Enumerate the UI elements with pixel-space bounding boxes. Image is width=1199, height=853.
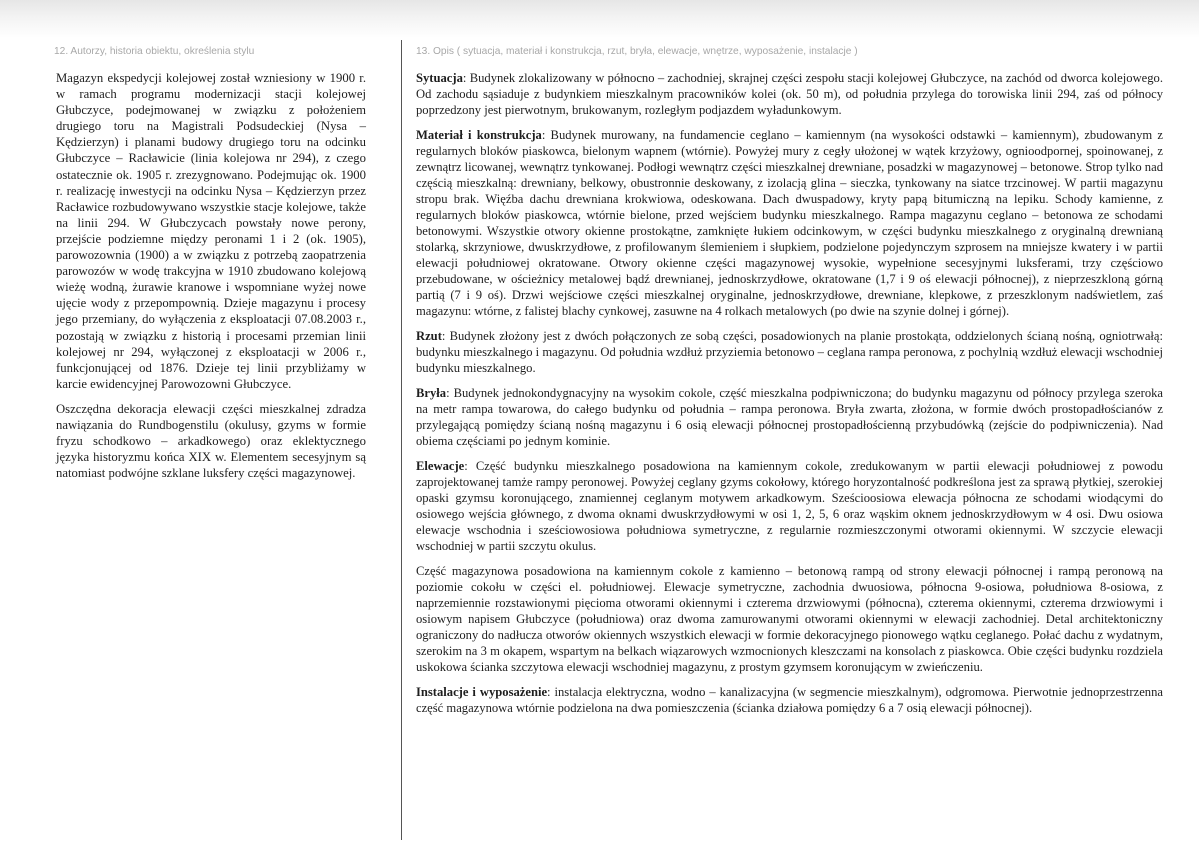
history-paragraph: Magazyn ekspedycji kolejowej został wzniesiony w 1900 r. w ramach programu modernizacji stacji kolejowej Głubczyce, podejmowanej w związku z położeniem drugiego toru na Magistrali Podsudeckiej (Nysa – Kędzierzyn) i planami budowy drugiego toru na odcinku Głubczyce – Racławicie (linia kolejowa nr 294), z czego ostatecznie ok. 1905 r. zrezygnowano. Podejmując ok. 1900 r. realizację inwestycji na odcinku Nysa – Kędzierzyn przez Racławice rozbudowywano wszystkie stacje kolejowe, także na linii 294. W Głubczycach powstały nowe perony, przejście podziemne między peronami 1 i 2 (ok. 1905), parowozownia (1900) a w związku z potrzebą zaopatrzenia parowozów w wodę trakcyjna w 1910 zbudowano kolejową wieżę wodną, żurawie kranowe i wspomniane wyżej nowe ujęcie wody z przepompownią. Dzieje magazynu i procesy jego przemiany, do wyłączenia z eksploatacji 07.08.2003 r., pozostają w związku z historią i procesami przemian linii kolejowej nr 294, wyłączonej z eksploatacji w 2006 r., funkcjonującej od 1876. Dzieje tej linii przybliżamy w karcie ewidencyjnej Parowozowni Głubczyce.: [56, 71, 366, 391]
elevations-paragraph: [416, 458, 1163, 554]
massing-lead: Bryła: [416, 386, 447, 400]
situation-paragraph: [416, 70, 1163, 118]
warehouse-paragraph: [416, 563, 1163, 675]
warehouse-text: Część magazynowa posadowiona na kamiennym cokole z kamienno – betonową rampą od strony elewacji północnej i rampą peronową na poziomie cokołu w części el. południowej. Elewacje symetryczne, zachodnia dwuosiowa, północna 9-osiowa, południowa 8-osiowa, z naprzemiennie rozstawionymi pięcioma otworami okiennymi i czterema drzwiowymi (północna), czterema okiennymi, czterema drzwiowymi i osiowym napisem Głubczyce (południowa) oraz dwoma zamurowanymi otworami okiennymi w elewacji zachodniej. Detal architektoniczny ograniczony do nadłucza otworów okiennych wszystkich elewacji w formie dekoracyjnego pionowego wątku ceglanego. Połać dachu z wydatnym, szerokim na 3 m okapem, wspartym na belkach wiązarowych wzmocnionych kleszczami na konsolach z piaskowca. Obie części budynku rozdziela uskokowa ścianka szczytowa elewacji wschodniej magazynu, z prostym gzymsem koronującym w zwieńczeniu.: [416, 564, 1163, 674]
massing-text: : Budynek jednokondygnacyjny na wysokim cokole, część mieszkalna podpiwniczona; do budynku magazynu od północy przylega szeroka na metr rampa towarowa, do całego budynku od południa – rampa peronowa. Bryła zwarta, złożona, w formie dwóch prostopadłościanów z przylegającą pomiędzy ścianą nośną magazynu i 6 osią elewacji północnej prostopadłościenną przybudówką (zejście do podpiwniczenia). Nad obiema częściami po jednym kominie.: [416, 386, 1163, 448]
installations-lead: Instalacje i wyposażenie: [416, 685, 548, 699]
plan-paragraph: [416, 328, 1163, 376]
plan-text: : Budynek złożony jest z dwóch połączonych ze sobą części, posadowionych na planie prostokąta, oddzielonych ścianą nośną, ogniotrwałą: budynku mieszkalnego i magazynu. Od południa wzdłuż przyziemia betonowo – ceglana rampa peronowa, z pochylnią wzdłuż elewacji wschodniej budynku mieszkalnego.: [416, 329, 1163, 375]
elevations-text: : Część budynku mieszkalnego posadowiona na kamiennym cokole, zredukowanym w partii elewacji południowej z powodu zaprojektowanej tamże rampy peronowej. Powyżej ceglany gzyms cokołowy, którego horyzontalność podkreślona jest za sprawą płytkiej, szerokiej opaski gzymsu koronującego, znamiennej ceglanym motywem arkadkowym. Sześcioosiowa elewacja północna ze schodami wiodącymi do osiowego wejścia głównego, z dwoma oknami dwuskrzydłowymi w osi 1, 2, 5, 6 oraz wąskim oknem jednoskrzydłowym w 4 osi. Dwu osiowa elewacje wschodnia i sześciowosiowa południowa symetryczne, z regularnie rozmieszczonymi otworami okiennymi. W szczycie elewacji wschodniej w partii szczytu okulus.: [416, 459, 1163, 553]
installations-paragraph: [416, 684, 1163, 716]
description-column: [416, 40, 1163, 840]
plan-lead: Rzut: [416, 329, 442, 343]
history-column: [56, 40, 366, 840]
material-text: : Budynek murowany, na fundamencie ceglano – kamiennym (na wysokości odstawki – kamiennym), zbudowanym z regularnych bloków piaskowca, bielonym wapnem (wtórnie). Powyżej mury z cegły ułożonej w wątek krzyżowy, ognioodpornej, spoinowanej, z zewnątrz licowanej, wewnątrz tynkowanej. Podłogi wewnątrz części mieszkalnej drewniane, posadzki w magazynowej – betonowe. Strop tylko nad częścią mieszkalną: drewniany, belkowy, obustronnie deskowany, z izolacją glina – sieczka, tynkowany na siatce trzcinowej. W partii magazynu stropu brak. Więźba dachu drewniana krokwiowa, odeskowana. Dach dwuspadowy, kryty papą bitumiczną na lepiku. Schody kamienne, z regularnych bloków piaskowca, wtórnie bielone, przed wejściem budynku mieszkalnego. Rampa magazynu ceglano – betonowa ze schodami betonowymi. Wszystkie otwory okienne prostokątne, zamknięte łukiem odcinkowym, w części budynku mieszkalnego z oryginalną drewnianą stolarką, skrzyniowe, dwuskrzydłowe, z profilowanym ślemieniem i słupkiem, podzielone pojedynczym szprosem na mniejsze kwatery i w partii elewacji południowej okratowane. Otwory okienne części magazynowej wysokie, wypełnione secesyjnymi luksferami, trzy częściowo przebudowane, w ościeżnicy metalowej bądź drewnianej, jednoskrzydłowe, okratowane (1,7 i 9 oś elewacji północnej), z nieprzeszkloną górną partią (7 i 9 oś). Drzwi wejściowe części mieszkalnej oryginalne, jednoskrzydłowe, drewniane, klepkowe, z przeszklonym nadświetlem, zaś magazynu: wtórne, z falistej blachy cynkowej, zasuwne na 4 rolkach metalowych (po dwie na szynie dolnej i górnej).: [416, 128, 1163, 318]
situation-lead: Sytuacja: [416, 71, 463, 85]
column-divider: [401, 40, 402, 840]
situation-text: : Budynek zlokalizowany w północno – zachodniej, skrajnej części zespołu stacji kolejowej Głubczyce, na zachód od dworca kolejowego. Od zachodu sąsiaduje z budynkiem mieszkalnym pracowników kolei (ok. 50 m), od południa przylega do torowiska linii 294, zaś od północy poprzedzony jest pierwotnym, brukowanym, rozległym podjazdem wyładunkowym.: [416, 71, 1163, 117]
installations-text: : instalacja elektryczna, wodno – kanalizacyjna (w segmencie mieszkalnym), odgromowa. Pierwotnie jednoprzestrzenna część magazynowa wtórnie podzielona na dwa pomieszczenia (ścianka działowa pomiędzy 6 a 7 osią elewacji północnej).: [416, 685, 1163, 715]
material-paragraph: [416, 127, 1163, 319]
section-13-header: 13. Opis ( sytuacja, materiał i konstrukcja, rzut, bryła, elewacje, wnętrze, wyposażenie, instalacje ): [416, 46, 858, 57]
material-lead: Materiał i konstrukcja: [416, 128, 542, 142]
elevations-lead: Elewacje: [416, 459, 465, 473]
page-top-shadow: [0, 0, 1199, 38]
massing-paragraph: [416, 385, 1163, 449]
style-paragraph: Oszczędna dekoracja elewacji części mieszkalnej zdradza nawiązania do Rundbogenstilu (okulusy, gzyms w formie fryzu schodkowo – arkadkowego) oraz eklektycznego języka historyzmu końca XIX w. Elementem secesyjnym są natomiast podwójne szklane luksfery części magazynowej.: [56, 401, 366, 481]
section-12-header: 12. Autorzy, historia obiektu, określenia stylu: [54, 46, 255, 57]
